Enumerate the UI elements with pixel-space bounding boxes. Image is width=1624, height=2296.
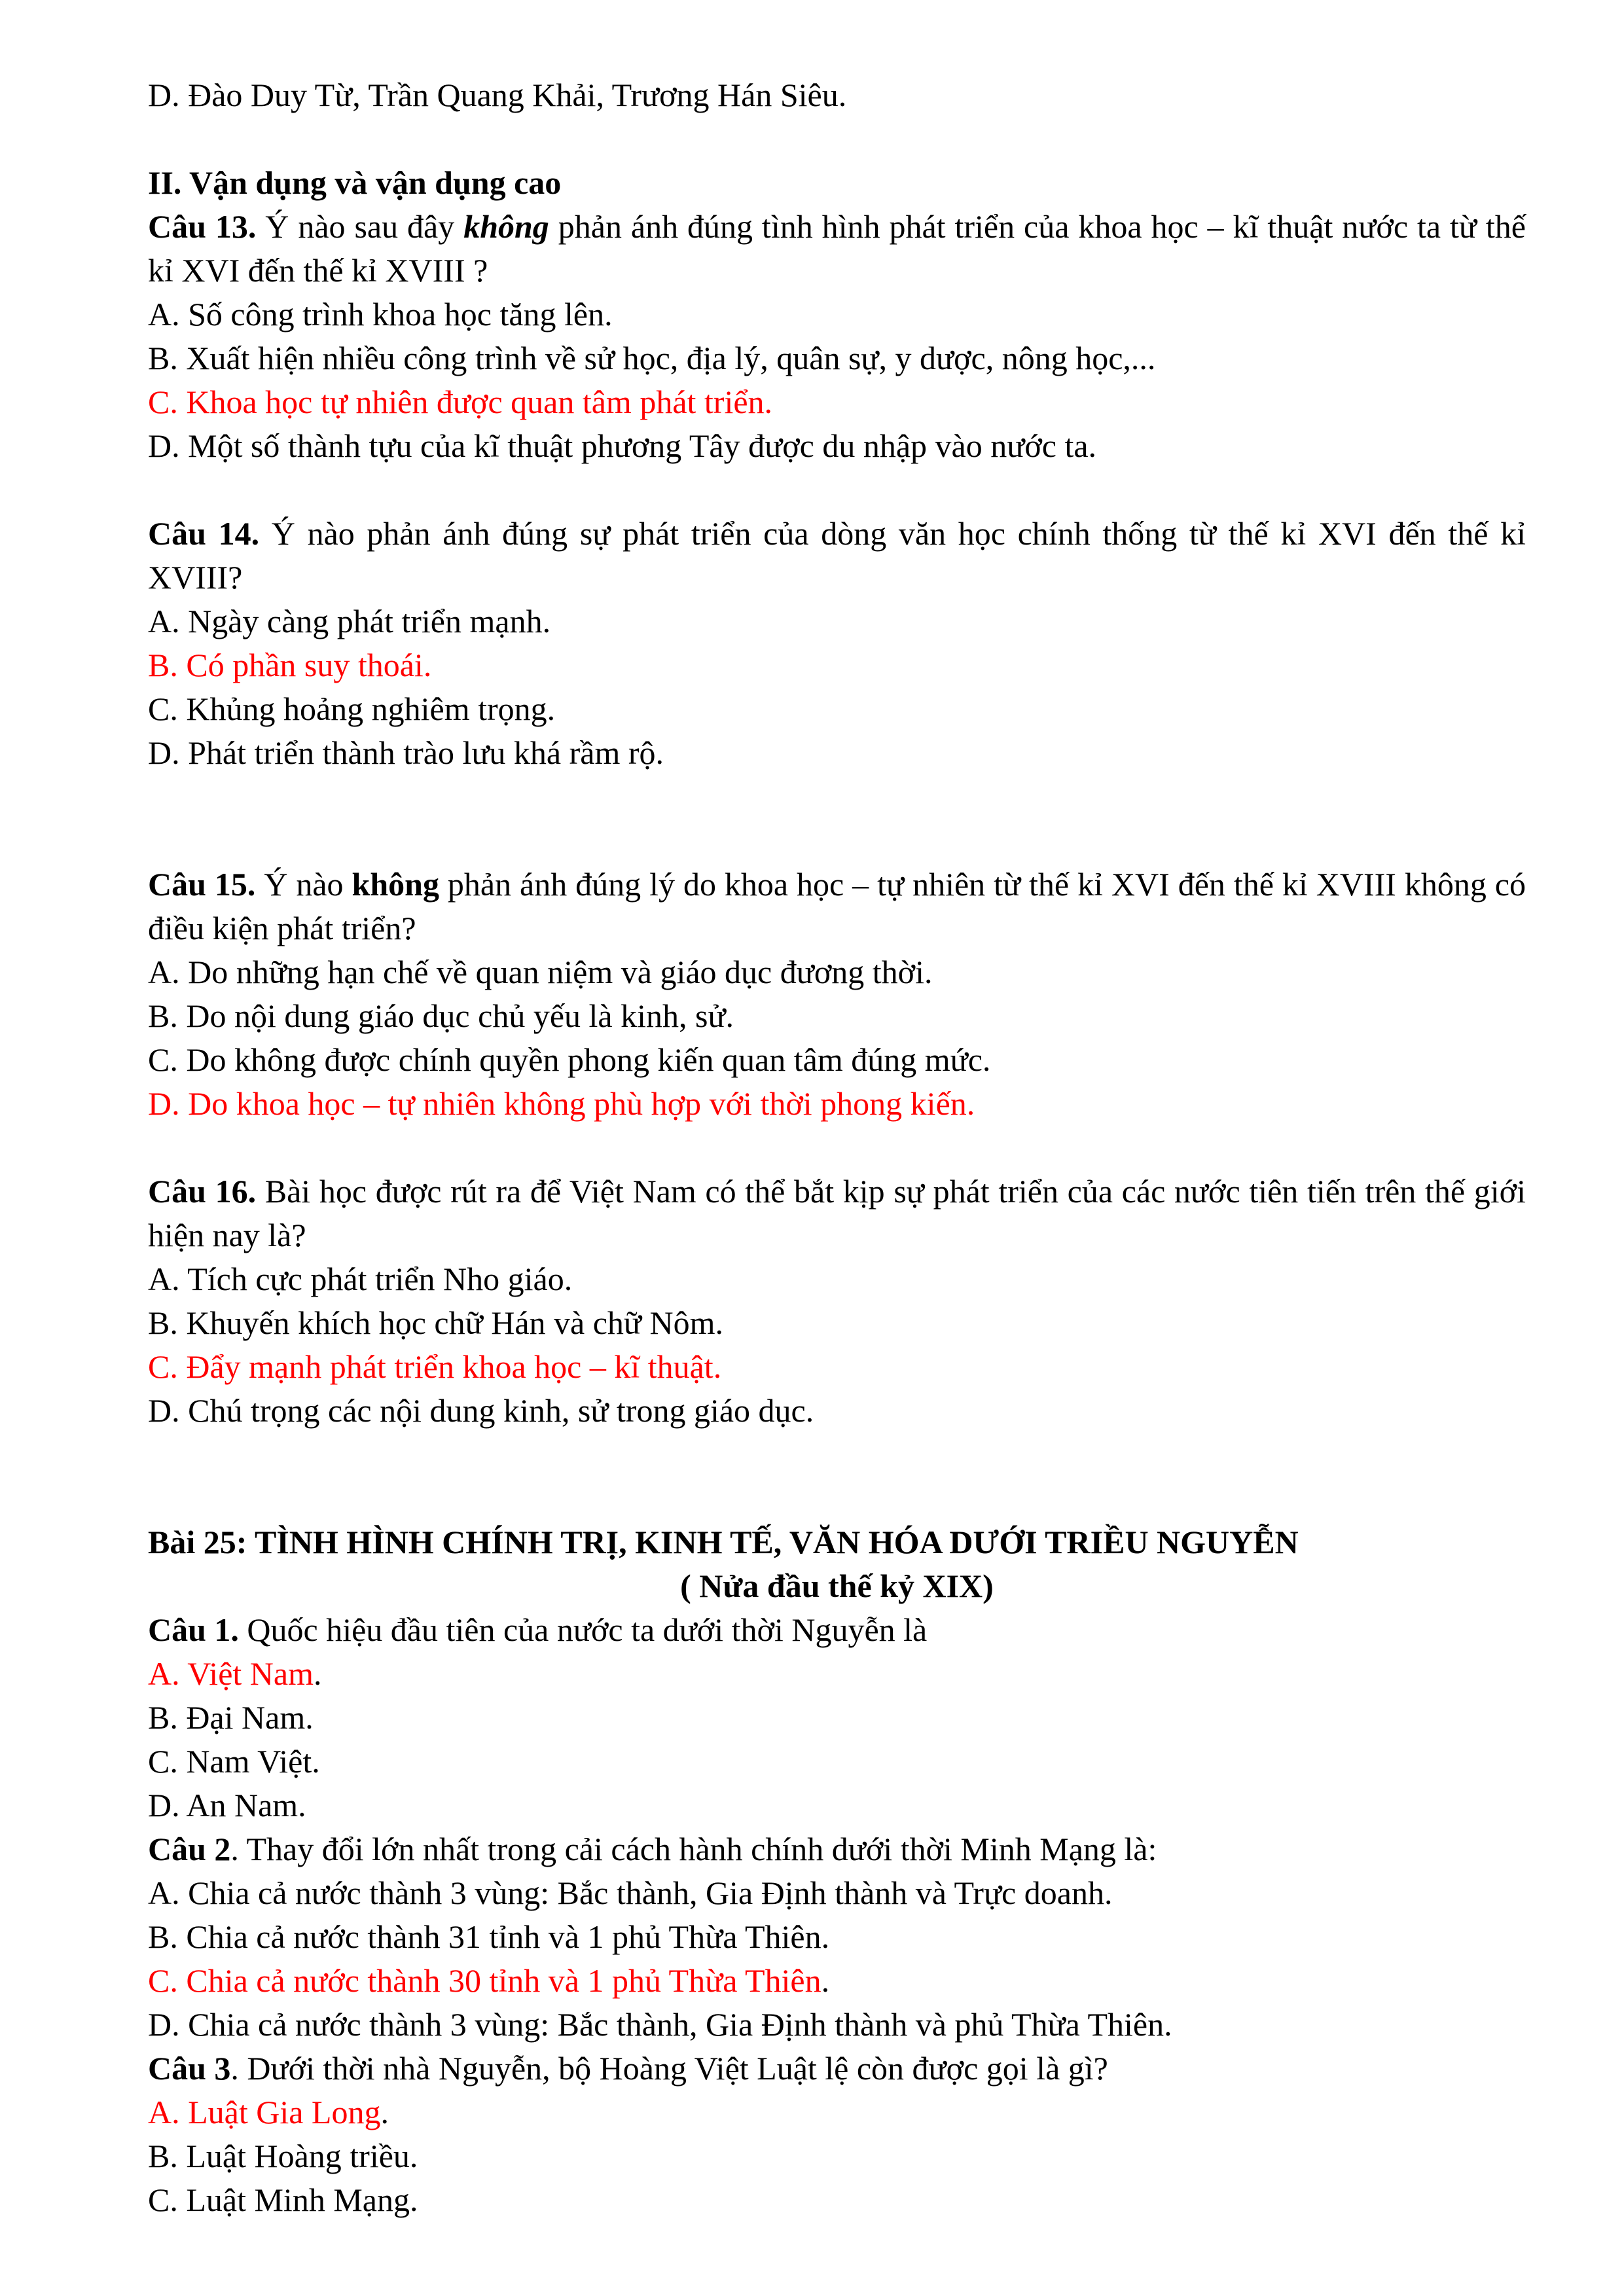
correct-answer-text: A. Việt Nam: [148, 1655, 314, 1692]
correct-answer-text: A. Luật Gia Long: [148, 2094, 381, 2130]
option-15-d-correct: [148, 1082, 1526, 1126]
option-16-a: [148, 1257, 1526, 1301]
option-1-b: [148, 1696, 1526, 1740]
text-segment: Câu 3: [148, 2050, 231, 2087]
text-segment: A. Chia cả nước thành 3 vùng: Bắc thành, Gia Định thành và Trực doanh.: [148, 1874, 1113, 1911]
option-2-b: [148, 1915, 1526, 1959]
question-15: [148, 863, 1526, 950]
text-segment: Ý nào phản ánh đúng sự phát triển của dòng văn học chính thống từ thế kỉ XVI đến thế kỉ XVIII?: [148, 515, 1526, 596]
text-segment: Bài 25:: [148, 1524, 255, 1560]
option-1-a-correct: [148, 1652, 1526, 1696]
text-segment: .: [313, 1655, 322, 1692]
option-13-c-correct: [148, 380, 1526, 424]
blank-line: [148, 775, 1526, 863]
text-segment: . Thay đổi lớn nhất trong cải cách hành chính dưới thời Minh Mạng là:: [230, 1831, 1157, 1867]
text-segment: Quốc hiệu đầu tiên của nước ta dưới thời Nguyễn là: [247, 1611, 928, 1648]
text-segment: D. Chia cả nước thành 3 vùng: Bắc thành, Gia Định thành và phủ Thừa Thiên.: [148, 2006, 1172, 2043]
option-2-d: [148, 2003, 1526, 2047]
option-16-b: [148, 1301, 1526, 1345]
option-16-c-correct: [148, 1345, 1526, 1389]
text-segment: Ý nào: [264, 866, 352, 903]
text-segment: Câu 16.: [148, 1173, 265, 1210]
option-3-b: [148, 2134, 1526, 2178]
text-segment: D. An Nam.: [148, 1787, 306, 1823]
text-segment: A. Số công trình khoa học tăng lên.: [148, 296, 613, 332]
option-1-d: [148, 1784, 1526, 1827]
option-16-d: [148, 1389, 1526, 1433]
text-segment: B. Chia cả nước thành 31 tỉnh và 1 phủ Thừa Thiên.: [148, 1918, 830, 1955]
option-14-d: [148, 731, 1526, 775]
text-segment: D. Một số thành tựu của kĩ thuật phương Tây được du nhập vào nước ta.: [148, 427, 1097, 464]
text-segment: C. Do không được chính quyền phong kiến quan tâm đúng mức.: [148, 1041, 991, 1078]
text-segment: . Dưới thời nhà Nguyễn, bộ Hoàng Việt Luật lệ còn được gọi là gì?: [230, 2050, 1108, 2087]
option-2-a: [148, 1871, 1526, 1915]
option-13-a: [148, 293, 1526, 336]
text-segment: phản ánh đúng lý do khoa học – tự nhiên từ thế kỉ XVI đến thế kỉ XVIII không có điều kiện phát triển?: [148, 866, 1526, 946]
question-3: [148, 2047, 1526, 2090]
text-segment: phản ánh đúng tình hình phát triển của khoa học – kĩ thuật nước ta từ thế kỉ XVI đến thế kỉ XVIII ?: [148, 208, 1526, 289]
text-segment: A. Tích cực phát triển Nho giáo.: [148, 1261, 573, 1297]
text-segment: Câu 2: [148, 1831, 231, 1867]
text-segment: B. Khuyến khích học chữ Hán và chữ Nôm.: [148, 1304, 724, 1341]
text-segment: Câu 15.: [148, 866, 264, 903]
blank-line: [148, 117, 1526, 161]
option-15-a: [148, 950, 1526, 994]
lesson-subtitle: [148, 1564, 1526, 1608]
option-3-a-correct: [148, 2090, 1526, 2134]
text-segment: II. Vận dụng và vận dụng cao: [148, 164, 562, 201]
question-2: [148, 1827, 1526, 1871]
option-14-c: [148, 687, 1526, 731]
text-segment: A. Do những hạn chế về quan niệm và giáo dục đương thời.: [148, 954, 933, 990]
text-segment: Ý nào sau đây: [265, 208, 464, 245]
text-segment: C. Luật Minh Mạng.: [148, 2181, 418, 2218]
text-segment: D. Đào Duy Từ, Trần Quang Khải, Trương Hán Siêu.: [148, 77, 847, 113]
text-segment: B. Do nội dung giáo dục chủ yếu là kinh, sử.: [148, 997, 734, 1034]
text-segment: .: [380, 2094, 389, 2130]
text-segment: B. Xuất hiện nhiều công trình về sử học, địa lý, quân sự, y dược, nông học,...: [148, 340, 1156, 376]
correct-answer-text: C. Khoa học tự nhiên được quan tâm phát triển.: [148, 384, 773, 420]
text-segment: B. Luật Hoàng triều.: [148, 2138, 418, 2174]
option-2-c-correct: [148, 1959, 1526, 2003]
correct-answer-text: D. Do khoa học – tự nhiên không phù hợp với thời phong kiến.: [148, 1085, 975, 1122]
question-16: [148, 1170, 1526, 1257]
text-segment: .: [821, 1962, 830, 1999]
option-15-c: [148, 1038, 1526, 1082]
option-13-d: [148, 424, 1526, 468]
text-segment: A. Ngày càng phát triển mạnh.: [148, 603, 551, 639]
blank-line: [148, 468, 1526, 512]
text-segment: D. Chú trọng các nội dung kinh, sử trong giáo dục.: [148, 1392, 814, 1429]
text-segment: D. Phát triển thành trào lưu khá rầm rộ.: [148, 734, 664, 771]
text-segment: không: [463, 208, 549, 245]
option-13-b: [148, 336, 1526, 380]
question-13: [148, 205, 1526, 293]
correct-answer-text: C. Đẩy mạnh phát triển khoa học – kĩ thuật.: [148, 1348, 722, 1385]
text-segment: ( Nửa đầu thế kỷ XIX): [680, 1568, 994, 1604]
blank-line: [148, 1433, 1526, 1520]
lesson-title: [148, 1520, 1526, 1564]
text-segment: không: [352, 866, 439, 903]
correct-answer-text: C. Chia cả nước thành 30 tỉnh và 1 phủ Thừa Thiên: [148, 1962, 821, 1999]
section-heading: [148, 161, 1526, 205]
question-14: [148, 512, 1526, 600]
text-segment: Câu 14.: [148, 515, 272, 552]
option-14-a: [148, 600, 1526, 643]
text-segment: Câu 1.: [148, 1611, 247, 1648]
option-3-c: [148, 2178, 1526, 2222]
question-1: [148, 1608, 1526, 1652]
blank-line: [148, 1126, 1526, 1170]
text-segment: B. Đại Nam.: [148, 1699, 314, 1736]
correct-answer-text: B. Có phần suy thoái.: [148, 647, 432, 683]
answer-line-d: [148, 73, 1526, 117]
option-1-c: [148, 1740, 1526, 1784]
text-segment: Câu 13.: [148, 208, 266, 245]
text-segment: TÌNH HÌNH CHÍNH TRỊ, KINH TẾ, VĂN HÓA DƯỚI TRIỀU NGUYỄN: [255, 1524, 1299, 1560]
option-15-b: [148, 994, 1526, 1038]
text-segment: C. Khủng hoảng nghiêm trọng.: [148, 691, 556, 727]
text-segment: C. Nam Việt.: [148, 1743, 320, 1780]
text-segment: Bài học được rút ra để Việt Nam có thể bắt kịp sự phát triển của các nước tiên tiến trên thế giới hiện nay là?: [148, 1173, 1526, 1253]
option-14-b-correct: [148, 643, 1526, 687]
